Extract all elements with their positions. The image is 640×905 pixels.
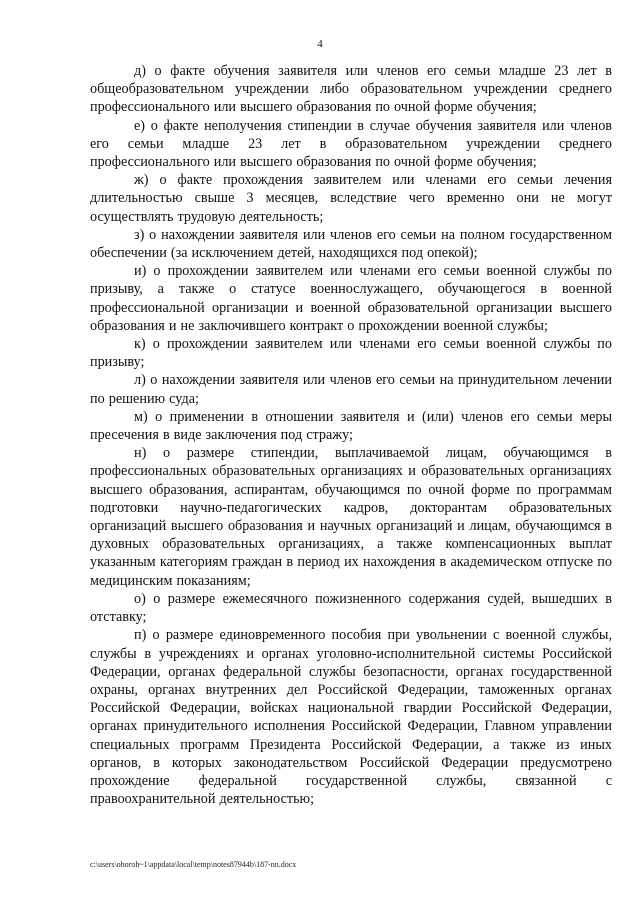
paragraph-i: и) о прохождении заявителем или членами его семьи военной службы по призыву, а также о статусе военнослужащего, обучающегося в военной профессиональной организации и военной образовательной организации высшего образования и не заключившего контракт о прохождении военной службы; [90, 263, 612, 334]
paragraph-p: п) о размере единовременного пособия при увольнении с военной службы, службы в учреждениях и органах уголовно-исполнительной системы Российской Федерации, органах федеральной службы безопасности, органах государственной охраны, органах внутренних дел Российской Федерации, таможенных органах Российской Федерации, войсках национальной гвардии Российской Федерации, органах принудительного исполнения Российской Федерации, Главном управлении специальных программ Президента Российской Федерации, а также из иных органов, в которых законодательством Российской Федерации предусмотрено прохождение федеральной государственной службы, связанной с правоохранительной деятельностью; [90, 627, 612, 808]
paragraph-o: о) о размере ежемесячного пожизненного содержания судей, вышедших в отставку; [90, 590, 612, 626]
footer-file-path: c:\users\ohoroh~1\appdata\local\temp\notes87944b\187-nn.docx [90, 860, 297, 869]
paragraph-n: н) о размере стипендии, выплачиваемой лицам, обучающимся в профессиональных образовательных организациях и образовательных организациях высшего образования, аспирантам, обучающимся по очной форме по программам подготовки научно-педагогических кадров, докторантам образовательных организаций высшего образования и научных организаций и лицам, обучающимся в духовных образовательных организациях, а также компенсационных выплат указанным категориям граждан в период их нахождения в академическом отпуске по медицинским показаниям; [90, 445, 612, 589]
paragraph-m: м) о применении в отношении заявителя и (или) членов его семьи меры пресечения в виде заключения под стражу; [90, 408, 612, 444]
paragraph-zh: ж) о факте прохождения заявителем или членами его семьи лечения длительностью свыше 3 месяцев, вследствие чего временно они не могут осуществлять трудовую деятельность; [90, 172, 612, 225]
paragraph-z: з) о нахождении заявителя или членов его семьи на полном государственном обеспечении (за исключением детей, находящихся под опекой); [90, 226, 612, 262]
paragraph-k: к) о прохождении заявителем или членами его семьи военной службы по призыву; [90, 336, 612, 371]
paragraph-d: д) о факте обучения заявителя или членов его семьи младше 23 лет в общеобразовательном учреждении либо образовательном учреждении среднего профессионального или высшего образования по очной форме обучения; [90, 63, 612, 116]
paragraph-l: л) о нахождении заявителя или членов его семьи на принудительном лечении по решению суда; [90, 372, 612, 407]
page-number: 4 [317, 38, 323, 50]
document-body [90, 62, 612, 808]
paragraph-e: е) о факте неполучения стипендии в случае обучения заявителя или членов его семьи младше 23 лет в образовательном учреждении среднего профессионального или высшего образования по очной форме обучения; [90, 117, 612, 171]
